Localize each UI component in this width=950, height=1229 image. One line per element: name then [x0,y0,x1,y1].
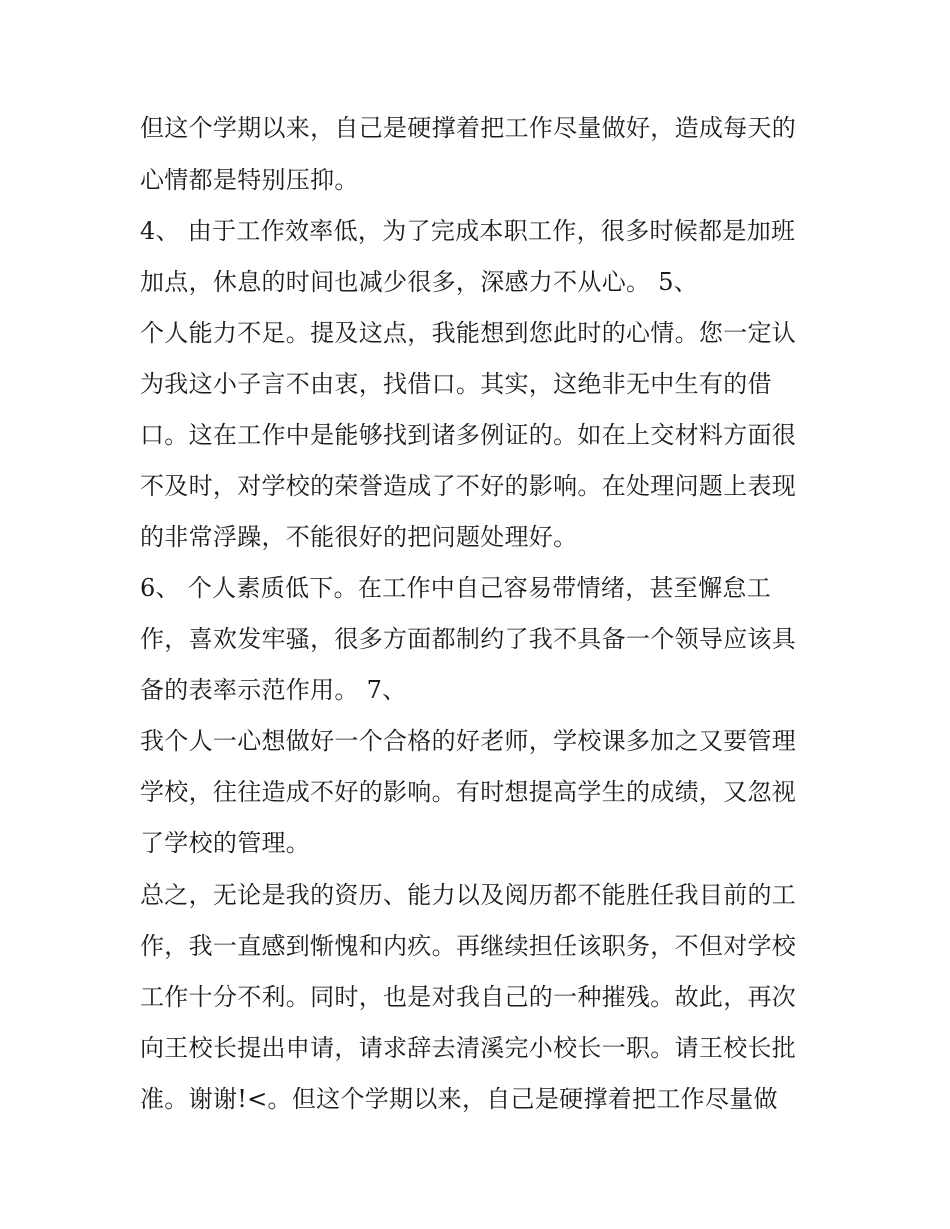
text-line: 作，喜欢发牢骚，很多方面都制约了我不具备一个领导应该具 [140,625,797,653]
text-line: 我个人一心想做好一个合格的好老师，学校课多加之又要管理 [140,727,797,755]
text-line: 不及时，对学校的荣誉造成了不好的影响。在处理问题上表现 [140,472,797,500]
text-line: 4、 由于工作效率低，为了完成本职工作，很多时候都是加班 [140,217,796,245]
text-line: 口。这在工作中是能够找到诸多例证的。如在上交材料方面很 [140,421,797,449]
text-line: 学校，往往造成不好的影响。有时想提高学生的成绩，又忽视 [140,778,797,806]
text-line: 工作十分不利。同时，也是对我自己的一种摧残。故此，再次 [140,983,797,1011]
text-line: 准。谢谢!<。但这个学期以来，自己是硬撑着把工作尽量做 [140,1085,778,1113]
text-line: 的非常浮躁，不能很好的把问题处理好。 [140,523,578,551]
text-line: 加点，休息的时间也减少很多，深感力不从心。 5、 [140,268,699,296]
text-line: 作，我一直感到惭愧和内疚。再继续担任该职务，不但对学校 [140,932,797,960]
text-line: 但这个学期以来，自己是硬撑着把工作尽量做好，造成每天的 [140,114,797,142]
text-line: 向王校长提出申请，请求辞去清溪完小校长一职。请王校长批 [140,1034,797,1062]
text-line: 了学校的管理。 [140,829,311,857]
text-line: 6、 个人素质低下。在工作中自己容易带情绪，甚至懈怠工 [140,574,771,602]
text-line: 总之，无论是我的资历、能力以及阅历都不能胜任我目前的工 [140,881,797,909]
text-line: 备的表率示范作用。 7、 [140,676,407,704]
text-line: 个人能力不足。提及这点，我能想到您此时的心情。您一定认 [140,319,797,347]
text-line: 为我这小子言不由衷，找借口。其实，这绝非无中生有的借 [140,370,772,398]
text-line: 心情都是特别压抑。 [140,166,359,194]
